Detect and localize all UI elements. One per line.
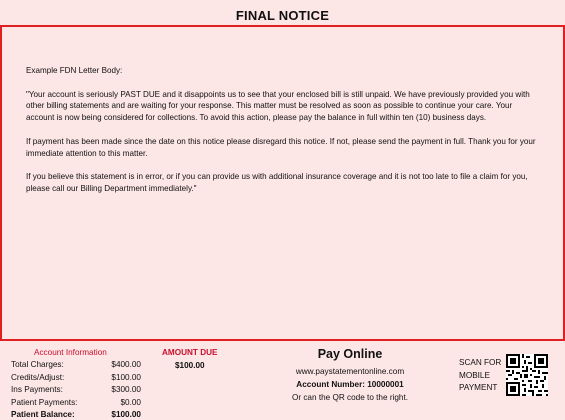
amount-due-value: $100.00 — [175, 361, 205, 370]
scan-line-1: SCAN FOR — [459, 358, 502, 367]
amount-due-heading: AMOUNT DUE — [162, 348, 218, 357]
account-info-heading: Account Information — [34, 348, 107, 357]
letter-heading: Example FDN Letter Body: — [26, 66, 123, 75]
row-value: $100.00 — [111, 372, 141, 382]
scan-label — [459, 357, 505, 395]
row-label: Patient Balance: — [11, 410, 75, 419]
ins-payments-row — [11, 385, 141, 397]
payment-footer — [0, 343, 565, 420]
letter-paragraph-1: "Your account is seriously PAST DUE and it disappoints us to see that your enclosed bill is still unpaid. We have previously provided you with other billing statements and are waiting for your response. This matter must be resolved as soon as possible to continue your care. Your account is now being considered for collections. To avoid this action, please pay the balance in full within ten (10) business days. — [26, 89, 530, 123]
qr-instruction: Or can the QR code to the right. — [291, 393, 409, 402]
row-label: Credits/Adjust: — [11, 372, 65, 382]
row-value: $300.00 — [111, 385, 141, 394]
letter-body — [0, 25, 565, 341]
notice-title: FINAL NOTICE — [235, 8, 330, 23]
letter-paragraph-3: If you believe this statement is in error, or if you can provide us with additional insurance coverage and it is not too late to file a claim for you, please call our Billing Department immediately." — [26, 172, 528, 193]
row-value: $400.00 — [111, 360, 141, 369]
row-label: Patient Payments: — [11, 397, 78, 407]
pay-online-title: Pay Online — [317, 347, 383, 361]
qr-code-icon[interactable] — [506, 354, 548, 396]
row-value: $0.00 — [120, 397, 141, 407]
patient-payments-row — [11, 398, 141, 410]
scan-line-2: MOBILE — [459, 370, 490, 380]
row-label: Total Charges: — [11, 360, 64, 369]
account-number: Account Number: 10000001 — [296, 380, 404, 389]
scan-line-3: PAYMENT — [459, 383, 498, 392]
row-value: $100.00 — [111, 410, 141, 419]
row-label: Ins Payments: — [11, 385, 63, 394]
letter-paragraph-2: If payment has been made since the date on this notice please disregard this notice. If not, please send the payment in full. Thank you for your immediate attention to this matter. — [26, 136, 536, 158]
total-charges-row — [11, 360, 141, 372]
pay-online-link[interactable]: www.paystatementonline.com — [295, 367, 405, 376]
patient-balance-row — [11, 410, 141, 420]
credits-adjust-row — [11, 373, 141, 385]
